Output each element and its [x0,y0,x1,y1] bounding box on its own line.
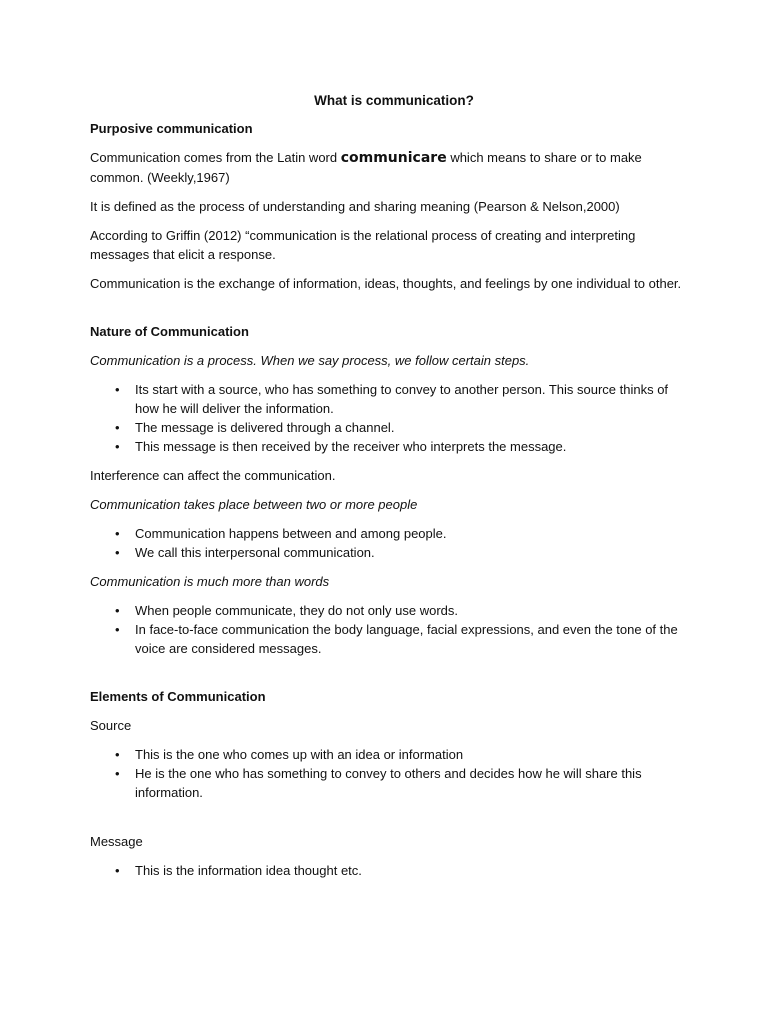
list-item [90,418,690,437]
source-list [90,745,690,802]
words-subheading: Communication is much more than words [90,574,330,589]
list-item-text: The message is delivered through a channel. [135,420,395,435]
list-item-text: We call this interpersonal communication. [135,545,375,560]
message-list [90,861,690,880]
list-item [90,380,690,418]
latin-origin-text-end: which means to share or to make common. (Weekly,1967) [90,150,642,185]
definition-paragraph: It is defined as the process of understanding and sharing meaning (Pearson & Nelson,2000) [90,199,620,214]
bullet-icon: • [115,439,120,454]
document-title: What is communication? [314,93,474,108]
section-spacer [90,668,690,687]
message-label: Message [90,834,143,849]
list-item [90,620,690,658]
people-list [90,524,690,562]
process-subheading: Communication is a process. When we say process, we follow certain steps. [90,353,530,368]
bullet-icon: • [115,747,120,762]
process-list [90,380,690,456]
bullet-icon: • [115,382,120,397]
latin-origin-text-start: Communication comes from the Latin word [90,150,341,165]
bullet-icon: • [115,526,120,541]
interference-paragraph: Interference can affect the communication. [90,468,336,483]
list-item [90,764,690,802]
people-subheading: Communication takes place between two or more people [90,497,418,512]
bullet-icon: • [115,545,120,560]
source-label: Source [90,718,132,733]
bullet-icon: • [115,766,120,781]
section-spacer [90,303,690,322]
bullet-icon: • [115,863,120,878]
list-item-text: In face-to-face communication the body language, facial expressions, and even the tone of the voice are considered messages. [135,622,678,656]
list-item [90,543,690,562]
bullet-icon: • [115,420,120,435]
purposive-heading: Purposive communication [90,121,253,136]
list-item-text: This is the one who comes up with an idea or information [135,747,464,762]
list-item-text: Its start with a source, who has something to convey to another person. This source thinks of how he will deliver the information. [135,382,669,416]
list-item-text: This message is then received by the receiver who interprets the message. [135,439,567,454]
bullet-icon: • [115,622,120,637]
list-item-text: He is the one who has something to convey to others and decides how he will share this information. [135,766,642,800]
list-item-text: When people communicate, they do not only use words. [135,603,459,618]
list-item [90,861,690,880]
griffin-paragraph: According to Griffin (2012) “communication is the relational process of creating and interpreting messages that elicit a response. [90,228,636,262]
list-item [90,745,690,764]
list-item [90,437,690,456]
list-item [90,601,690,620]
elements-heading: Elements of Communication [90,689,266,704]
document-body [90,91,690,890]
bullet-icon: • [115,603,120,618]
section-spacer [90,812,690,832]
list-item-text: Communication happens between and among people. [135,526,447,541]
latin-origin-paragraph [90,148,690,187]
list-item [90,524,690,543]
words-list [90,601,690,658]
latin-word: communicare [340,150,447,166]
exchange-paragraph: Communication is the exchange of information, ideas, thoughts, and feelings by one individual to other. [90,276,682,291]
list-item-text: This is the information idea thought etc. [135,863,362,878]
nature-heading: Nature of Communication [90,324,249,339]
